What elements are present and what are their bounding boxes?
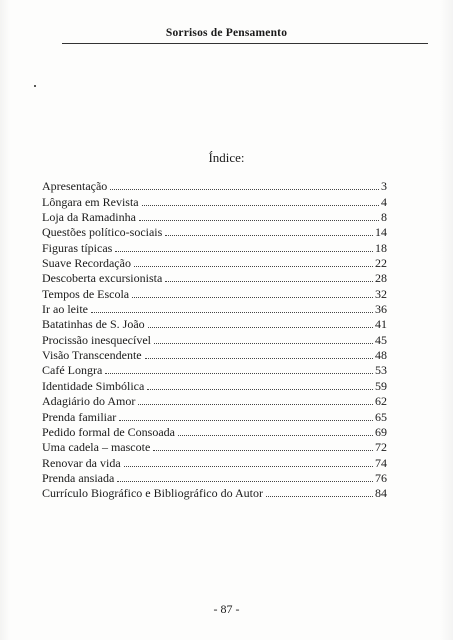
toc-entry-page: 69	[375, 424, 387, 439]
toc-dot-leader	[117, 481, 373, 482]
toc-entry-label: Apresentação	[42, 179, 108, 194]
toc-entry	[42, 193, 387, 208]
running-header-title: Sorrisos de Pensamento	[165, 27, 288, 39]
toc-entry-page: 72	[375, 440, 387, 455]
toc-entry-label: Loja da Ramadinha	[42, 210, 136, 225]
toc-entry-page: 48	[375, 348, 387, 363]
toc-entry-label: Figuras típicas	[42, 240, 113, 255]
toc-entry	[42, 239, 387, 254]
toc-entry-label: Batatinhas de S. João	[42, 317, 145, 332]
toc-dot-leader	[266, 496, 373, 497]
toc-dot-leader	[91, 312, 373, 313]
toc-dot-leader	[105, 373, 373, 374]
toc-entry	[42, 470, 387, 485]
toc-entry	[42, 408, 387, 423]
toc-entry	[42, 209, 387, 224]
header-rule	[62, 43, 428, 44]
toc-entry-page: 53	[375, 363, 387, 378]
toc-dot-leader	[148, 327, 373, 328]
toc-entry-label: Procissão inesquecível	[42, 332, 151, 347]
toc-entry-page: 22	[375, 256, 387, 271]
toc-entry-label: Currículo Biográfico e Bibliográfico do Autor	[42, 486, 263, 501]
toc-dot-leader	[110, 189, 379, 190]
toc-entry-page: 74	[375, 455, 387, 470]
toc-entry-page: 3	[381, 179, 387, 194]
toc-entry-page: 65	[375, 409, 387, 424]
toc-entry-label: Ir ao leite	[42, 302, 88, 317]
toc-entry-label: Descoberta excursionista	[42, 271, 163, 286]
toc-dot-leader	[139, 220, 379, 221]
toc-entry	[42, 454, 387, 469]
toc-dot-leader	[138, 404, 373, 405]
toc-entry	[42, 224, 387, 239]
toc-entry	[42, 439, 387, 454]
toc-dot-leader	[115, 251, 373, 252]
table-of-contents	[42, 178, 387, 500]
toc-entry-label: Prenda familiar	[42, 409, 117, 424]
toc-entry	[42, 178, 387, 193]
toc-entry-label: Renovar da vida	[42, 455, 121, 470]
toc-dot-leader	[145, 358, 373, 359]
toc-entry-page: 36	[375, 302, 387, 317]
toc-dot-leader	[154, 343, 373, 344]
toc-entry-label: Café Longra	[42, 363, 103, 378]
toc-dot-leader	[124, 466, 373, 467]
toc-entry-label: Questões político-sociais	[42, 225, 163, 240]
toc-entry-page: 41	[375, 317, 387, 332]
toc-entry	[42, 362, 387, 377]
toc-entry-label: Uma cadela – mascote	[42, 440, 151, 455]
toc-entry	[42, 485, 387, 500]
toc-entry-label: Lôngara em Revista	[42, 194, 139, 209]
toc-dot-leader	[119, 420, 373, 421]
toc-entry-page: 4	[381, 194, 387, 209]
toc-dot-leader	[142, 205, 379, 206]
toc-entry-label: Adagiário do Amor	[42, 394, 136, 409]
toc-entry-label: Prenda ansiada	[42, 470, 115, 485]
toc-entry-page: 84	[375, 486, 387, 501]
toc-entry-page: 62	[375, 394, 387, 409]
toc-entry-page: 59	[375, 378, 387, 393]
toc-entry-label: Pedido formal de Consoada	[42, 424, 175, 439]
toc-dot-leader	[178, 435, 373, 436]
toc-entry	[42, 270, 387, 285]
toc-entry-label: Visão Transcendente	[42, 348, 142, 363]
toc-entry-page: 28	[375, 271, 387, 286]
toc-dot-leader	[147, 389, 373, 390]
scan-speck	[34, 85, 36, 87]
toc-entry-page: 8	[381, 210, 387, 225]
toc-entry	[42, 285, 387, 300]
toc-entry-page: 76	[375, 470, 387, 485]
toc-entry-page: 18	[375, 240, 387, 255]
toc-entry-label: Identidade Simbólica	[42, 378, 145, 393]
toc-dot-leader	[153, 450, 373, 451]
toc-entry	[42, 316, 387, 331]
toc-dot-leader	[165, 235, 373, 236]
toc-entry-label: Tempos de Escola	[42, 286, 130, 301]
index-title: Índice:	[208, 150, 245, 165]
toc-entry-label: Suave Recordação	[42, 256, 131, 271]
toc-dot-leader	[165, 281, 373, 282]
toc-dot-leader	[134, 266, 373, 267]
toc-entry	[42, 347, 387, 362]
toc-entry	[42, 393, 387, 408]
toc-entry	[42, 377, 387, 392]
toc-entry-page: 14	[375, 225, 387, 240]
toc-entry-page: 45	[375, 332, 387, 347]
toc-entry	[42, 301, 387, 316]
toc-entry-page: 32	[375, 286, 387, 301]
toc-entry	[42, 331, 387, 346]
page-number: - 87 -	[213, 602, 240, 616]
toc-entry	[42, 424, 387, 439]
toc-dot-leader	[132, 297, 373, 298]
toc-entry	[42, 255, 387, 270]
